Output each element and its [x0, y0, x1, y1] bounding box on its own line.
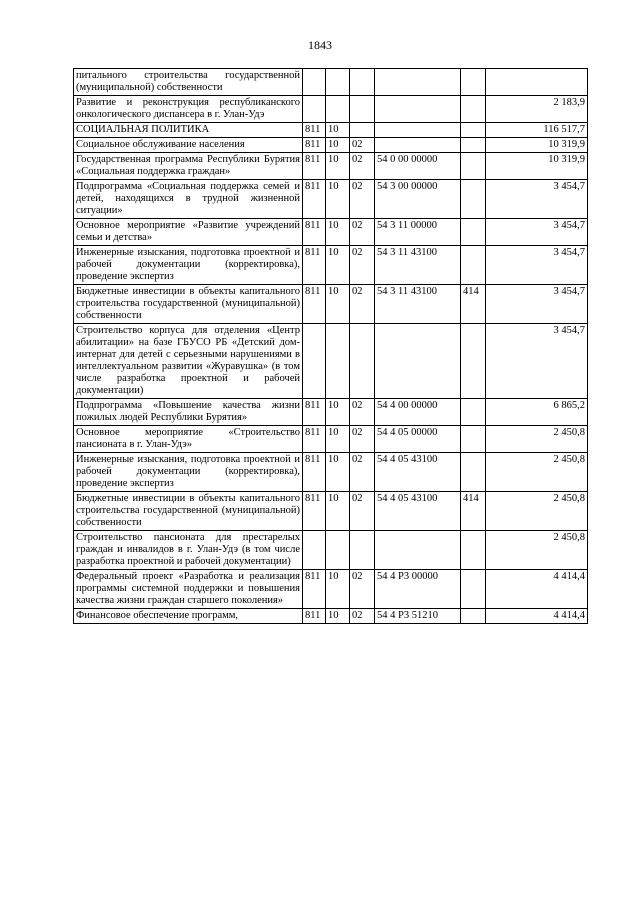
- row-target-article-code: [375, 123, 461, 138]
- row-amount: 3 454,7: [486, 324, 588, 399]
- row-section-code: 10: [326, 246, 350, 285]
- row-subsection-code: 02: [350, 570, 375, 609]
- row-subsection-code: 02: [350, 426, 375, 453]
- table-row: [74, 324, 588, 399]
- row-target-article-code: 54 0 00 00000: [375, 153, 461, 180]
- row-name: Основное мероприятие «Строительство пансионата в г. Улан-Удэ»: [74, 426, 303, 453]
- row-amount: 4 414,4: [486, 609, 588, 624]
- row-section-code: 10: [326, 453, 350, 492]
- row-subsection-code: 02: [350, 285, 375, 324]
- row-target-article-code: 54 4 P3 51210: [375, 609, 461, 624]
- row-subsection-code: 02: [350, 399, 375, 426]
- table-row: [74, 246, 588, 285]
- row-grbs-code: 811: [303, 426, 326, 453]
- row-expense-type-code: [461, 153, 486, 180]
- row-name: Бюджетные инвестиции в объекты капитального строительства государственной (муниципальной) собственности: [74, 492, 303, 531]
- row-grbs-code: 811: [303, 570, 326, 609]
- row-expense-type-code: [461, 426, 486, 453]
- row-subsection-code: 02: [350, 609, 375, 624]
- row-name: Социальное обслуживание населения: [74, 138, 303, 153]
- row-grbs-code: [303, 531, 326, 570]
- row-expense-type-code: [461, 96, 486, 123]
- row-subsection-code: 02: [350, 453, 375, 492]
- row-section-code: 10: [326, 123, 350, 138]
- row-expense-type-code: [461, 219, 486, 246]
- table-row: [74, 219, 588, 246]
- row-section-code: [326, 324, 350, 399]
- row-expense-type-code: [461, 609, 486, 624]
- table-row: [74, 123, 588, 138]
- row-expense-type-code: [461, 138, 486, 153]
- budget-table-body: [74, 69, 588, 624]
- row-amount: 3 454,7: [486, 180, 588, 219]
- row-target-article-code: [375, 324, 461, 399]
- row-grbs-code: 811: [303, 285, 326, 324]
- row-amount: [486, 69, 588, 96]
- table-row: [74, 531, 588, 570]
- row-subsection-code: 02: [350, 219, 375, 246]
- row-grbs-code: 811: [303, 492, 326, 531]
- row-name: Инженерные изыскания, подготовка проектной и рабочей документации (корректировка), проведение экспертиз: [74, 246, 303, 285]
- row-grbs-code: 811: [303, 246, 326, 285]
- row-section-code: 10: [326, 492, 350, 531]
- row-target-article-code: 54 4 05 00000: [375, 426, 461, 453]
- row-grbs-code: 811: [303, 123, 326, 138]
- row-subsection-code: 02: [350, 180, 375, 219]
- row-section-code: [326, 531, 350, 570]
- row-expense-type-code: [461, 180, 486, 219]
- row-subsection-code: [350, 324, 375, 399]
- row-expense-type-code: 414: [461, 285, 486, 324]
- table-row: [74, 609, 588, 624]
- row-name: Государственная программа Республики Бурятия «Социальная поддержка граждан»: [74, 153, 303, 180]
- budget-table: [73, 68, 588, 624]
- row-expense-type-code: [461, 69, 486, 96]
- row-amount: 3 454,7: [486, 285, 588, 324]
- row-subsection-code: 02: [350, 153, 375, 180]
- row-target-article-code: 54 4 05 43100: [375, 453, 461, 492]
- row-subsection-code: [350, 69, 375, 96]
- row-name: Строительство пансионата для престарелых граждан и инвалидов в г. Улан-Удэ (в том числе разработка проектной и рабочей документации): [74, 531, 303, 570]
- row-amount: 2 450,8: [486, 531, 588, 570]
- row-section-code: 10: [326, 180, 350, 219]
- row-expense-type-code: [461, 570, 486, 609]
- row-section-code: 10: [326, 285, 350, 324]
- row-amount: 2 183,9: [486, 96, 588, 123]
- row-name: Подпрограмма «Социальная поддержка семей и детей, находящихся в трудной жизненной ситуации»: [74, 180, 303, 219]
- row-section-code: 10: [326, 609, 350, 624]
- row-section-code: 10: [326, 399, 350, 426]
- row-section-code: 10: [326, 138, 350, 153]
- row-amount: 2 450,8: [486, 426, 588, 453]
- row-section-code: [326, 69, 350, 96]
- row-name: Бюджетные инвестиции в объекты капитального строительства государственной (муниципальной) собственности: [74, 285, 303, 324]
- row-target-article-code: [375, 138, 461, 153]
- row-name: Федеральный проект «Разработка и реализация программы системной поддержки и повышения качества жизни граждан старшего поколения»: [74, 570, 303, 609]
- row-target-article-code: [375, 96, 461, 123]
- row-expense-type-code: [461, 453, 486, 492]
- row-name: Строительство корпуса для отделения «Центр абилитации» на базе ГБУСО РБ «Детский дом-интернат для детей с серьезными нарушениями в интеллектуальном развитии «Журавушка» (в том числе разработка проектной и рабочей документации): [74, 324, 303, 399]
- row-expense-type-code: [461, 399, 486, 426]
- row-section-code: 10: [326, 570, 350, 609]
- table-row: [74, 69, 588, 96]
- row-grbs-code: [303, 96, 326, 123]
- row-target-article-code: 54 3 11 00000: [375, 219, 461, 246]
- row-amount: 10 319,9: [486, 138, 588, 153]
- row-amount: 3 454,7: [486, 246, 588, 285]
- row-subsection-code: [350, 531, 375, 570]
- row-subsection-code: [350, 96, 375, 123]
- row-section-code: [326, 96, 350, 123]
- row-target-article-code: 54 3 00 00000: [375, 180, 461, 219]
- table-row: [74, 492, 588, 531]
- row-grbs-code: 811: [303, 180, 326, 219]
- page-number: 1843: [308, 38, 332, 52]
- row-name: питального строительства государственной (муниципальной) собственности: [74, 69, 303, 96]
- row-amount: 6 865,2: [486, 399, 588, 426]
- row-name: Финансовое обеспечение программ,: [74, 609, 303, 624]
- row-target-article-code: 54 4 P3 00000: [375, 570, 461, 609]
- row-subsection-code: [350, 123, 375, 138]
- table-row: [74, 153, 588, 180]
- row-amount: 4 414,4: [486, 570, 588, 609]
- row-amount: 10 319,9: [486, 153, 588, 180]
- row-expense-type-code: [461, 246, 486, 285]
- row-target-article-code: [375, 531, 461, 570]
- table-row: [74, 285, 588, 324]
- row-section-code: 10: [326, 153, 350, 180]
- table-row: [74, 138, 588, 153]
- row-grbs-code: [303, 69, 326, 96]
- table-row: [74, 96, 588, 123]
- table-row: [74, 426, 588, 453]
- row-amount: 116 517,7: [486, 123, 588, 138]
- row-grbs-code: 811: [303, 219, 326, 246]
- row-expense-type-code: 414: [461, 492, 486, 531]
- row-grbs-code: 811: [303, 399, 326, 426]
- table-row: [74, 453, 588, 492]
- row-name: Инженерные изыскания, подготовка проектной и рабочей документации (корректировка), проведение экспертиз: [74, 453, 303, 492]
- row-expense-type-code: [461, 123, 486, 138]
- row-name: СОЦИАЛЬНАЯ ПОЛИТИКА: [74, 123, 303, 138]
- row-grbs-code: 811: [303, 153, 326, 180]
- row-target-article-code: [375, 69, 461, 96]
- row-name: Развитие и реконструкция республиканского онкологического диспансера в г. Улан-Удэ: [74, 96, 303, 123]
- row-grbs-code: 811: [303, 138, 326, 153]
- row-name: Основное мероприятие «Развитие учреждений семьи и детства»: [74, 219, 303, 246]
- row-name: Подпрограмма «Повышение качества жизни пожилых людей Республики Бурятия»: [74, 399, 303, 426]
- table-row: [74, 180, 588, 219]
- row-grbs-code: 811: [303, 609, 326, 624]
- row-subsection-code: 02: [350, 492, 375, 531]
- row-subsection-code: 02: [350, 246, 375, 285]
- row-expense-type-code: [461, 531, 486, 570]
- row-expense-type-code: [461, 324, 486, 399]
- row-section-code: 10: [326, 219, 350, 246]
- row-amount: 3 454,7: [486, 219, 588, 246]
- row-grbs-code: 811: [303, 453, 326, 492]
- row-amount: 2 450,8: [486, 453, 588, 492]
- row-target-article-code: 54 4 00 00000: [375, 399, 461, 426]
- row-subsection-code: 02: [350, 138, 375, 153]
- table-row: [74, 570, 588, 609]
- row-amount: 2 450,8: [486, 492, 588, 531]
- row-target-article-code: 54 3 11 43100: [375, 246, 461, 285]
- row-target-article-code: 54 4 05 43100: [375, 492, 461, 531]
- row-target-article-code: 54 3 11 43100: [375, 285, 461, 324]
- row-grbs-code: [303, 324, 326, 399]
- row-section-code: 10: [326, 426, 350, 453]
- table-row: [74, 399, 588, 426]
